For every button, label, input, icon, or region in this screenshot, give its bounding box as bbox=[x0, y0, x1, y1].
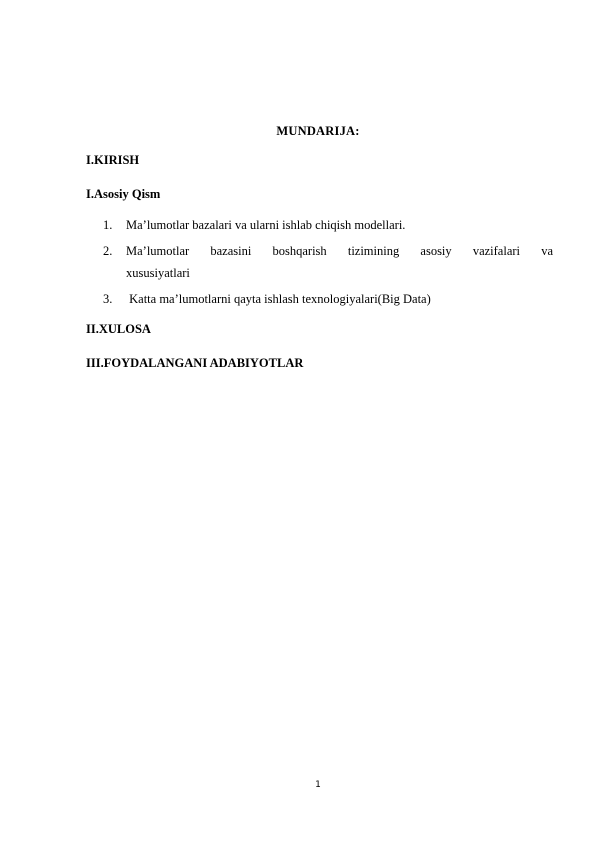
heading-intro: I.KIRISH bbox=[86, 153, 140, 167]
list-item-2 bbox=[103, 240, 553, 284]
list-text: Katta ma’lumotlarni qayta ishlash texnologiyalari(Big Data) bbox=[126, 292, 431, 306]
list-text: Ma’lumotlar bazalari va ularni ishlab chiqish modellari. bbox=[126, 218, 406, 232]
word: bazasini bbox=[210, 244, 252, 258]
page-title: MUNDARIJA: bbox=[276, 124, 360, 138]
word: Ma’lumotlar bbox=[126, 244, 190, 258]
word: tizimining bbox=[347, 244, 400, 258]
word: va bbox=[541, 244, 553, 258]
heading-conclusion: II.XULOSA bbox=[86, 322, 151, 336]
word: vazifalari bbox=[472, 244, 521, 258]
word: boshqarish bbox=[272, 244, 327, 258]
heading-main: I.Asosiy Qism bbox=[86, 187, 161, 201]
list-number: 3. bbox=[103, 292, 113, 306]
list-number: 2. bbox=[103, 244, 113, 258]
heading-references: III.FOYDALANGANI ADABIYOTLAR bbox=[86, 356, 304, 370]
list-text bbox=[126, 240, 553, 284]
list-number: 1. bbox=[103, 218, 113, 232]
page-number: 1 bbox=[315, 780, 321, 790]
list-text-line-2: xususiyatlari bbox=[126, 266, 190, 280]
list-text-line-1 bbox=[126, 240, 553, 262]
list-item-3 bbox=[103, 288, 553, 310]
list-item-1 bbox=[103, 214, 553, 236]
word: asosiy bbox=[420, 244, 452, 258]
